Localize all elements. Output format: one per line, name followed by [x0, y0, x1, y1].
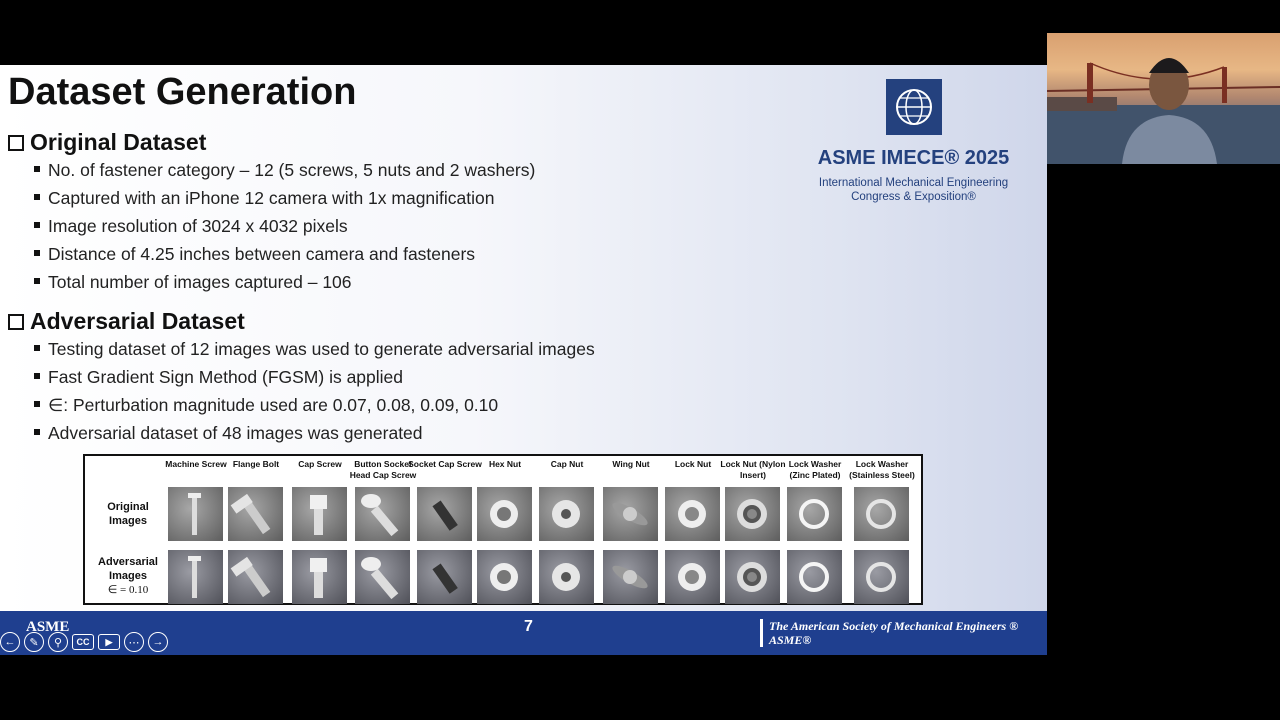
column-header: Button Socket Head Cap Screw [349, 459, 417, 480]
bullet-item: Testing dataset of 12 images was used to generate adversarial images [34, 335, 595, 363]
section-original-dataset [8, 129, 206, 156]
column-header: Wing Nut [612, 459, 650, 469]
section-adversarial-dataset [8, 308, 245, 335]
slide [0, 65, 1047, 655]
image-wing-nut-original [603, 487, 658, 541]
image-lock-washer-zinc-adversarial [787, 550, 842, 604]
image-flange-bolt-original [228, 487, 283, 541]
bullet-item: No. of fastener category – 12 (5 screws, 5 nuts and 2 washers) [34, 156, 535, 184]
bullet-item: Distance of 4.25 inches between camera and fasteners [34, 240, 535, 268]
logo-name: ASME IMECE® 2025 [817, 147, 1010, 169]
image-socket-cap-adversarial [417, 550, 472, 604]
more-icon[interactable]: ⋯ [124, 632, 144, 652]
bullet-icon [34, 345, 40, 351]
bullet-icon [34, 166, 40, 172]
image-hex-nut-original [477, 487, 532, 541]
bullet-icon [34, 401, 40, 407]
bullet-item: Total number of images captured – 106 [34, 268, 535, 296]
image-flange-bolt-adversarial [228, 550, 283, 604]
epsilon-label: ∈ = 0.10 [107, 584, 149, 596]
bullet-item: Fast Gradient Sign Method (FGSM) is applied [34, 363, 595, 391]
slideshow-controls [0, 632, 168, 652]
image-button-socket-original [355, 487, 410, 541]
image-wing-nut-adversarial [603, 550, 658, 604]
image-button-socket-adversarial [355, 550, 410, 604]
bullet-item: Captured with an iPhone 12 camera with 1x magnification [34, 184, 535, 212]
bullet-icon [34, 429, 40, 435]
image-lock-washer-stainless-adversarial [854, 550, 909, 604]
section-heading: Adversarial Dataset [30, 308, 245, 334]
column-header: Lock Washer (Stainless Steel) [849, 459, 915, 480]
arrow-left-icon[interactable]: ← [0, 632, 20, 652]
row-label-original: Original Images [107, 501, 149, 527]
asme-imece-logo [806, 79, 1021, 204]
image-cap-screw-adversarial [292, 550, 347, 604]
pen-icon[interactable]: ✎ [24, 632, 44, 652]
column-header: Machine Screw [165, 459, 227, 469]
image-cap-nut-original [539, 487, 594, 541]
checkbox-square-icon [8, 135, 24, 151]
image-lock-nut-adversarial [665, 550, 720, 604]
image-machine-screw-original [168, 487, 223, 541]
row-label-adversarial: Adversarial Images ∈ = 0.10 [89, 555, 167, 597]
bullet-icon [34, 194, 40, 200]
image-cap-screw-original [292, 487, 347, 541]
column-header: Flange Bolt [232, 459, 280, 469]
section-heading: Original Dataset [30, 129, 207, 155]
globe-logo-icon [886, 79, 942, 135]
image-lock-washer-stainless-original [854, 487, 909, 541]
bullet-icon [34, 278, 40, 284]
image-socket-cap-original [417, 487, 472, 541]
fastener-figure [83, 454, 923, 605]
arrow-right-icon[interactable]: → [148, 632, 168, 652]
presenter-webcam [1047, 33, 1280, 164]
column-header: Cap Nut [550, 459, 584, 469]
page-number: 7 [524, 618, 533, 635]
magnifier-icon[interactable]: ⚲ [48, 632, 68, 652]
bullet-item: Adversarial dataset of 48 images was generated [34, 419, 595, 447]
image-lock-nut-nylon-original [725, 487, 780, 541]
column-header: Lock Nut [674, 459, 712, 469]
logo-subtitle: International Mechanical Engineering Congress & Exposition® [818, 177, 1009, 203]
video-camera-icon[interactable]: ▶ [98, 634, 120, 650]
image-machine-screw-adversarial [168, 550, 223, 604]
captions-button[interactable]: CC [72, 634, 94, 650]
bullet-icon [34, 373, 40, 379]
bullet-item: ∈: Perturbation magnitude used are 0.07, 0.08, 0.09, 0.10 [34, 391, 595, 419]
image-hex-nut-adversarial [477, 550, 532, 604]
original-dataset-bullets [34, 156, 535, 296]
image-lock-nut-nylon-adversarial [725, 550, 780, 604]
column-header: Lock Washer (Zinc Plated) [788, 459, 842, 480]
image-lock-washer-zinc-original [787, 487, 842, 541]
slide-title: Dataset Generation [8, 71, 357, 113]
checkbox-square-icon [8, 314, 24, 330]
adversarial-dataset-bullets [34, 335, 595, 447]
image-lock-nut-original [665, 487, 720, 541]
image-cap-nut-adversarial [539, 550, 594, 604]
column-header: Socket Cap Screw [408, 459, 482, 469]
column-header: Lock Nut (Nylon Insert) [720, 459, 786, 480]
asme-footer-text: The American Society of Mechanical Engineers ® ASME® [760, 619, 1018, 647]
asme-footer-logo: ASME [26, 619, 70, 635]
bullet-item: Image resolution of 3024 x 4032 pixels [34, 212, 535, 240]
bullet-icon [34, 250, 40, 256]
column-header: Hex Nut [488, 459, 522, 469]
column-header: Cap Screw [298, 459, 342, 469]
bullet-icon [34, 222, 40, 228]
